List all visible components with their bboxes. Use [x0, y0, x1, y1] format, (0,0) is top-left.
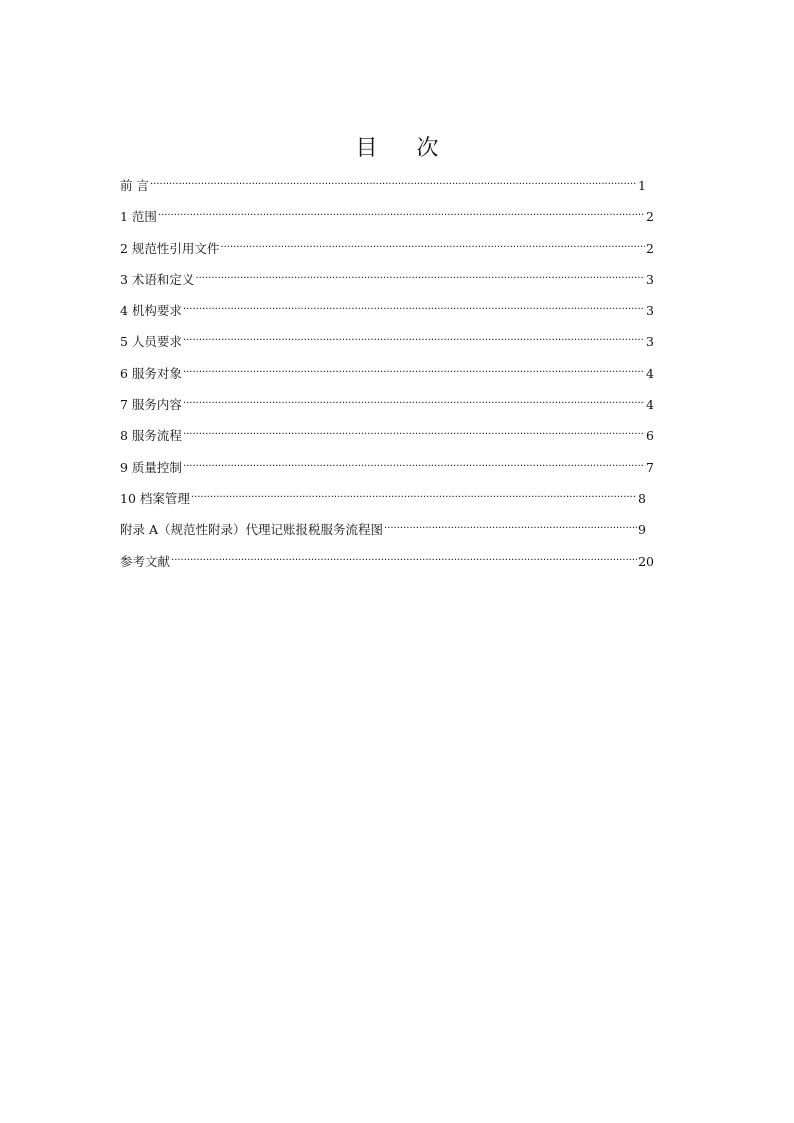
- toc-entry-normative-references[interactable]: [120, 235, 654, 266]
- toc-entry-page: 2: [646, 240, 654, 256]
- toc-entry-bibliography[interactable]: [120, 548, 654, 579]
- toc-entry-page: 3: [646, 271, 654, 287]
- toc-leader-dots: [195, 265, 645, 293]
- toc-leader-dots: [183, 453, 645, 481]
- toc-entry-label: 10 档案管理: [120, 490, 190, 506]
- toc-leader-dots: [384, 515, 637, 543]
- toc-entry-label: 2 规范性引用文件: [120, 240, 220, 256]
- toc-entry-organization-requirements[interactable]: [120, 297, 654, 328]
- toc-entry-page: 2: [646, 209, 654, 225]
- toc-leader-dots: [183, 327, 645, 355]
- toc-leader-dots: [150, 171, 637, 199]
- toc-leader-dots: [183, 359, 645, 387]
- toc-entry-scope[interactable]: [120, 203, 654, 234]
- toc-entry-label: 5 人员要求: [120, 334, 182, 350]
- toc-entry-foreword[interactable]: [120, 172, 654, 203]
- toc-entry-service-content[interactable]: [120, 391, 654, 422]
- toc-entry-label: 4 机构要求: [120, 303, 182, 319]
- toc-entry-label: 前 言: [120, 178, 149, 193]
- toc-leader-dots: [191, 484, 637, 512]
- toc-entry-label: 8 服务流程: [120, 428, 182, 444]
- toc-leader-dots: [220, 234, 645, 262]
- toc-entry-label: 1 范围: [120, 209, 157, 225]
- toc-entry-page: 8: [638, 490, 646, 506]
- toc-entry-page: 1: [638, 178, 646, 193]
- toc-entry-label: 参考文献: [120, 553, 171, 569]
- toc-entry-label: 7 服务内容: [120, 397, 182, 413]
- toc-entry-appendix-a[interactable]: [120, 516, 654, 547]
- toc-entry-page: 6: [646, 428, 654, 444]
- toc-leader-dots: [183, 390, 645, 418]
- toc-entry-page: 3: [646, 334, 654, 350]
- toc-entry-quality-control[interactable]: [120, 454, 654, 485]
- toc-entry-label: 3 术语和定义: [120, 271, 195, 287]
- toc-entry-service-objects[interactable]: [120, 360, 654, 391]
- toc-entry-service-process[interactable]: [120, 422, 654, 453]
- toc-entry-page: 9: [638, 522, 646, 538]
- toc-leader-dots: [183, 296, 645, 324]
- toc-leader-dots: [171, 547, 637, 575]
- toc-leader-dots: [183, 421, 645, 449]
- toc-entry-archive-management[interactable]: [120, 485, 654, 516]
- toc-entry-page: 4: [646, 397, 654, 413]
- toc-entry-page: 7: [646, 459, 654, 475]
- toc-leader-dots: [158, 202, 645, 230]
- toc-entry-page: 4: [646, 365, 654, 381]
- toc-entry-label: 9 质量控制: [120, 459, 182, 475]
- toc-entry-page: 20: [638, 553, 654, 569]
- toc-entry-personnel-requirements[interactable]: [120, 328, 654, 359]
- toc-entry-terms-definitions[interactable]: [120, 266, 654, 297]
- table-of-contents: [120, 172, 654, 579]
- toc-entry-label: 附录 A（规范性附录）代理记账报税服务流程图: [120, 522, 384, 538]
- toc-entry-page: 3: [646, 303, 654, 319]
- toc-title: 目 次: [355, 136, 455, 161]
- toc-entry-label: 6 服务对象: [120, 365, 182, 381]
